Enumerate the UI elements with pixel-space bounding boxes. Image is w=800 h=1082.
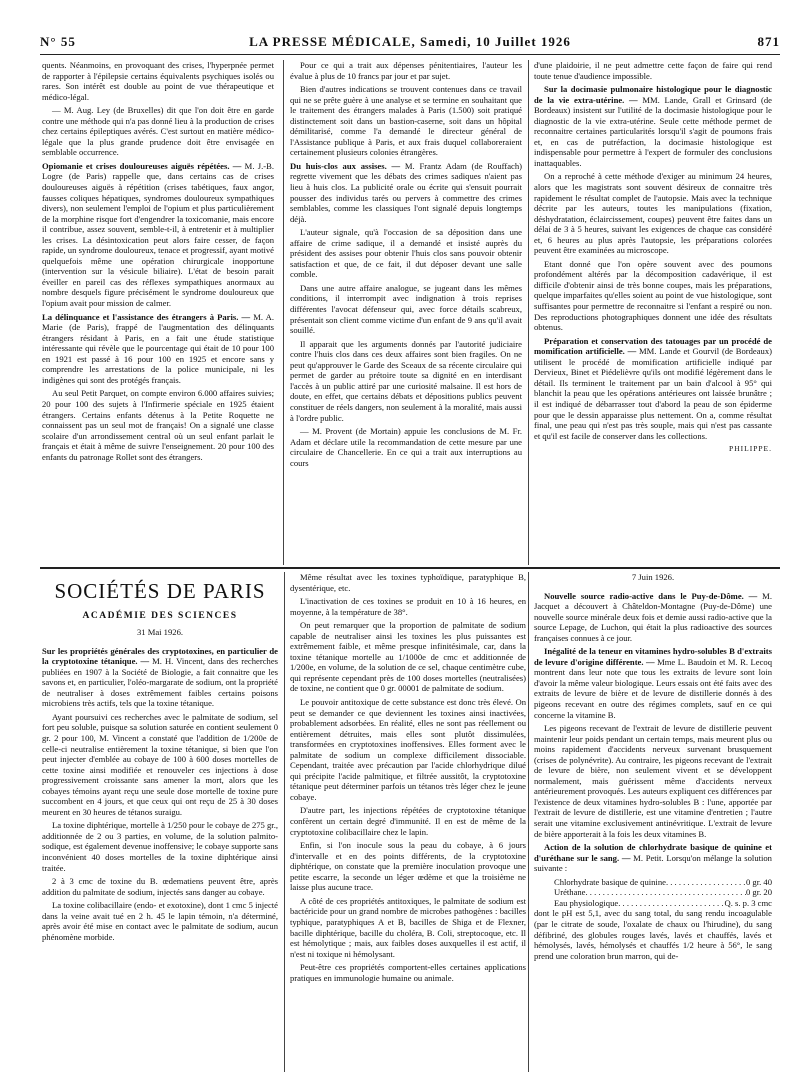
ingredient: Eau physiologique bbox=[554, 897, 619, 908]
leader-dots bbox=[618, 898, 724, 909]
session-date: 7 Juin 1926. bbox=[631, 572, 675, 582]
paragraph: 2 à 3 cmc de toxine du B. œdematiens peuvent être, après addition du palmitate de sodium, injectés sans danger au cobaye. bbox=[42, 876, 278, 897]
paragraph: A côté de ces propriétés antitoxiques, le palmitate de sodium est bactéricide pour un grand nombre de microbes pathogènes : bacilles typhique, paratyphiques A et B, bacilles de Shiga et de Flexner, bacille diphtérique, bacille du choléra, B. Coli, streptocoque, etc. Il est hémolytique ; mais, aux faibles doses auxquelles il est actif, il n'est ni toxique ni hémolysant. bbox=[290, 895, 526, 959]
formula-row bbox=[554, 877, 772, 888]
paragraph: Dans une autre affaire analogue, se jugeant dans les mêmes conditions, il interrompit avec indignation à trois reprises différentes l'avocat défenseur qui, avec force détails scabreux, présentait son client comme victime d'un enfant de 9 ans qu'il avait souillé. bbox=[290, 282, 522, 336]
paragraph: Action de la solution de chlorhydrate basique de quinine et d'uréthane sur le sang. — M. Petit. Lorsqu'on mélange la solution suivante : bbox=[534, 842, 772, 874]
paragraph: Sur les propriétés générales des cryptotoxines, en particulier de la cryptotoxine tétanique. — M. H. Vincent, dans des recherches publiées en 1907 à la Société de Biologie, a fait connaitre que les savons et, en particulier, l'oléo-margarate de sodium, ont la propriété de neutraliser à doses extrêmement faibles certains poisons microbiens très actifs, tels que la toxine tétanique. bbox=[42, 645, 278, 709]
column-divider bbox=[284, 572, 285, 1072]
paragraph: On a reproché à cette méthode d'exiger au minimum 24 heures, alors que les magistrats sont souvent désireux de connaitre très rapidement le résultat complet de l'autopsie. Mais avec la technique décrite par les auteurs, toutes les manipulations (fixation, déshydratation, éclaircissement, coupes) peuvent être faites dans un délai de 3 à 5 heures, suivant les exigences de chaque cas considéré et, 6 heures au plus après l'autopsie, les préparations colorées peuvent être examinées au microscope. bbox=[534, 171, 772, 256]
paragraph: Enfin, si l'on inocule sous la peau du cobaye, à 6 jours d'intervalle et en des points différents, de la cryptotoxine diphtérique, on constate que la première inoculation provoque une petite escarre, la seconde un léger œdème et que la troisième ne laisse plus aucune trace. bbox=[290, 840, 526, 893]
paragraph: D'autre part, les injections répétées de cryptotoxine tétanique confèrent un certain degré d'immunité. Il en est de même de la cryptotoxine colibacillaire chez le lapin. bbox=[290, 805, 526, 837]
leader-dots bbox=[666, 877, 746, 888]
leader-dots bbox=[586, 887, 746, 898]
top-column-3 bbox=[534, 60, 772, 565]
paragraph: La toxine colibacillaire (endo- et exotoxine), dont 1 cmc 5 injecté dans la veine avait tué en 2 h. 45 le lapin témoin, n'a déterminé, après avoir été mise en contact avec le palmitate de sodium, aucun phénomène morbide. bbox=[42, 900, 278, 942]
paragraph: Nouvelle source radio-active dans le Puy-de-Dôme. — M. Jacquet a découvert à Châteldon-Montagne (Puy-de-Dôme) une nouvelle source minérale deux fois et demie aussi radio-active que la source Lepage, de Luchon, qui était la plus radioactive des sources françaises connues à ce jour. bbox=[534, 590, 772, 643]
ingredient: Uréthane bbox=[554, 887, 586, 898]
paragraph: Il apparait que les arguments donnés par l'autorité judiciaire contre l'huis clos dans ces deux affaires sont bien fragiles. On ne peut qu'approuver le Garde des Sceaux de sa récente circulaire qui permet de garder au prétoire toute sa dignité en en interdisant l'accès à un public attiré par une curiosité malsaine. Il est hors de doute, en effet, que certains débats et dépositions publics peuvent constituer de réels dangers, non seulement à la moralité, mais aussi à l'ordre public. bbox=[290, 338, 522, 423]
amount: 0 gr. 40 bbox=[745, 876, 772, 887]
paragraph: Au seul Petit Parquet, on compte environ 6.000 affaires suivies; 20 pour 100 des sujets à l'Infirmerie spéciale en 1925 étaient étrangers. Certains enfants détenus à la Petite Roquette ne connaissent pas un seul mot de français! On a signalé une classe scolaire d'un arrondissement central où un seul enfant parlait le français et était à même de suivre l'enseignement. 20 pour 100 des enfants du patronage Rollet sont des étrangers. bbox=[42, 388, 274, 462]
paragraph: Le pouvoir antitoxique de cette substance est donc très élevé. On peut se demander ce que deviennent les toxines ainsi inactivées, probablement adsorbées. En réalité, elles ne sont pas réellement ou entièrement détruites, mais elles sont plutôt dissimulées, transformées en cryptotoxines inoffensives. Elles forment avec le palmitate de sodium un complexe difficilement dissociable. Cependant, traitée avec précaution par l'acide chlorhydrique dilué qui précipite l'acide palmitique, et filtrée aussitôt, la cryptotoxine tétanique peut déterminer parfois un tétanos très léger chez le jeune cobaye. bbox=[290, 697, 526, 802]
formula-row bbox=[554, 898, 772, 909]
formula bbox=[534, 877, 772, 909]
column-divider bbox=[283, 60, 284, 565]
paragraph: Bien d'autres indications se trouvent contenues dans ce travail qui ne se prête guère à une analyse et se termine en souhaitant que le traitement des étrangers malades à Paris (1.500) soit pratiqué distinctement soit dans un bastion-caserne, soit dans un hôpital démilitarisé, comme l'a demandé le directeur général de l'Assistance publique à Paris, et aux frais duquel collaboreraient certainement plusieurs colonies étrangères. bbox=[290, 84, 522, 158]
column-divider bbox=[528, 60, 529, 565]
header-rule bbox=[40, 54, 780, 55]
paragraph: Pour ce qui a trait aux dépenses pénitentiaires, l'auteur les évalue à plus de 10 francs par jour et par sujet. bbox=[290, 60, 522, 81]
paragraph: Etant donné que l'on opère souvent avec des poumons profondément altérés par la décomposition cadavérique, il est difficile d'obtenir ainsi de très bonne coupes, mais les préparations, quelque imparfaites qu'elles soient au point de vue histologique, sont suffisantes pour permettre de reconnaitre si l'enfant a respiré ou non. Des reproductions photographiques donnent une idée des résultats obtenus. bbox=[534, 258, 772, 333]
bottom-column-3 bbox=[534, 572, 772, 1072]
paragraph: Sur la docimasie pulmonaire histologique pour le diagnostic de la vie extra-utérine. — MM. Lande, Grall et Grinsard (de Bordeaux) insistent sur l'utilité de la docimasie histologique pour le diagnostic de la vie extra-utérine. Seule cette méthode permet de reconnaitre certaines particularités lorsqu'il s'agit de poumons frais et, en cas de putréfaction, la docimasie histologique est indispensable pour permettre à l'expert de formuler des conclusions inattaquables. bbox=[534, 84, 772, 168]
section-title: SOCIÉTÉS DE PARIS bbox=[54, 579, 266, 603]
paragraph: Du huis-clos aux assises. — M. Frantz Adam (de Rouffach) regrette vivement que les débats des crimes sadiques n'aient pas lieu à huis clos. La publicité orale ou écrite qui s'ensuit pourrait pousser des individus tarés ou pervers à commettre des crimes semblables, comme les classiques l'ont signalé depuis longtemps déjà. bbox=[290, 160, 522, 224]
running-header bbox=[40, 34, 780, 52]
paragraph: La toxine diphtérique, mortelle à 1/250 pour le cobaye de 275 gr., additionnée de 2 ou 3 parties, en volume, de la solution palmito-sodique, est également devenue inoffensive; le cobaye supporte sans inconvénient 40 doses mortelles de la toxine diphtérique ainsi traitée. bbox=[42, 820, 278, 873]
issue-number: N° 55 bbox=[40, 34, 76, 49]
section-rule bbox=[40, 567, 780, 569]
signature: PHILIPPE. bbox=[729, 444, 772, 454]
amount: Q. s. p. 3 cmc bbox=[724, 897, 772, 908]
paragraph: Ayant poursuivi ces recherches avec le palmitate de sodium, sel fort peu soluble, puisque sa solution saturée en contient seulement 0 gr. 2 pour 100, M. Vincent a constaté que l'addition de 1/200e de celle-ci neutralise entièrement la toxine tétanique, si bien que l'on peut injecter d'emblée au cobaye de 100 à 600 doses mortelles de cette toxine ainsi modifiée et renouveler ces injections à dose progressivement croissante sans amener la mort, alors que les cobayes témoins ayant reçu une seule dose mortelle de toxine pure succombent en 4 jours, et que ceux qui ont reçu de 25 à 30 doses meurent en 30 heures de tétanos suraigu. bbox=[42, 711, 278, 817]
bottom-column-2 bbox=[290, 572, 526, 1072]
bottom-column-1 bbox=[42, 572, 278, 1072]
paragraph: d'une plaidoirie, il ne peut admettre cette façon de faire qui rend toute tenue d'audience impossible. bbox=[534, 60, 772, 81]
paragraph: Inégalité de la teneur en vitamines hydro-solubles B d'extraits de levure d'origine différente. — Mme L. Baudoin et M. R. Lecoq montrent dans leur note que tous les extraits de levure sont loin d'avoir la même valeur biologique. Leurs essais ont été faits avec des extraits de levure de bière et de levure de distillerie donnés à des pigeons recevant en outre des régimes complets, sauf en ce qui concerne la vitamine B. bbox=[534, 646, 772, 720]
academy-heading: ACADÉMIE DES SCIENCES bbox=[82, 610, 238, 621]
paragraph: L'inactivation de ces toxines se produit en 10 à 16 heures, en moyenne, à la température de 38°. bbox=[290, 596, 526, 617]
paragraph: quents. Néanmoins, en provoquant des crises, l'hyperpnée permet de rapporter à l'épilepsie certains équivalents psychiques isolés ou rares. Son intérêt est double au point de vue thérapeutique et médico-légal. bbox=[42, 60, 274, 102]
paragraph: On peut remarquer que la proportion de palmitate de sodium capable de neutraliser ainsi les toxines les plus puissantes est extrêmement faible, et même presque infinitésimale, car, dans la toxine tétanique mortelle au 1/1000e de cmc et additionnée de 1/200e, en volume, de la solution de ce sel, chaque centimètre cube, qui représente cependant près de 100 doses mortelles (neutralisées) de toxine, ne contient que 0 gr. 00001 de palmitate de sodium. bbox=[290, 620, 526, 694]
paragraph: — M. Aug. Ley (de Bruxelles) dit que l'on doit être en garde contre une méthode qui n'a pas donné lieu à la production de crises chez certains épileptiques avérés. C'est surtout en matière médico-légale que la plus grande prudence doit être envisagée en semblable occurrence. bbox=[42, 105, 274, 158]
paragraph: La délinquance et l'assistance des étrangers à Paris. — M. A. Marie (de Paris), frappé de l'augmentation des délinquants étrangers résidant à Paris, en a fait une étude statistique intéressante qui révèle que le pourcentage qui était de 10 pour 100 en 1921 est passé à 16 pour 100 en 1925 et encore sans y comprendre les arrestations de la police municipale, ni les indigènes qui sont des protégés français. bbox=[42, 311, 274, 385]
paragraph: Les pigeons recevant de l'extrait de levure de distillerie peuvent maintenir leur poids pendant un certain temps, mais meurent plus ou moins rapidement d'accidents nerveux survenant brusquement (crises de polynévrite). Au contraire, les pigeons recevant de l'extrait de levure de bière, non seulement vivent et se développent normalement, mais guérissent même d'accidents nerveux antérieurement provoqués. Les auteurs expliquent ces différences par l'existence de deux vitamines hydro-solubles B : l'une, apportée par l'extrait de levure de distillerie, est une vitamine d'entretien ; l'autre serait une vitamine exclusivement antinévritique. L'extrait de levure de bière apporterait à la fois les deux vitamines B. bbox=[534, 723, 772, 839]
top-column-2 bbox=[290, 60, 522, 565]
paragraph: dont le pH est 5,1, avec du sang total, du sang rendu incoagulable (par le citrate de soude, l'oxalate de chaux ou l'hirudine), du sang défibriné, des globules rouges lavés, lavés et chauffés, lavés et hémolysés, lavés, hémolysés et chauffés 1/2 heure à 56°, le sang prend une coloration brun marron, qui de- bbox=[534, 908, 772, 961]
amount: 0 gr. 20 bbox=[745, 887, 772, 898]
paragraph: Même résultat avec les toxines typhoïdique, paratyphique B, dysentérique, etc. bbox=[290, 572, 526, 593]
session-date: 31 Mai 1926. bbox=[136, 627, 184, 638]
top-column-1 bbox=[42, 60, 274, 565]
ingredient: Chlorhydrate basique de quinine bbox=[554, 876, 666, 887]
paragraph: — M. Provent (de Mortain) appuie les conclusions de M. Fr. Adam et déclare utile la recommandation de cette mesure par une circulaire de Chancellerie. En ce qui a trait aux interruptions au cours bbox=[290, 426, 522, 468]
column-divider bbox=[528, 572, 529, 1072]
journal-title: LA PRESSE MÉDICALE, Samedi, 10 Juillet 1926 bbox=[249, 34, 571, 49]
formula-row bbox=[554, 887, 772, 898]
paragraph: Peut-être ces propriétés comportent-elles certaines applications pratiques en immunologie humaine ou animale. bbox=[290, 962, 526, 983]
paragraph: L'auteur signale, qu'à l'occasion de sa déposition dans une affaire de crime sadique, il a demandé et insisté auprès du président des assises pour obtenir l'huis clos sans pouvoir obtenir satisfaction et que, de ce fait, il dut déposer devant une salle comble. bbox=[290, 227, 522, 280]
paragraph: Préparation et conservation des tatouages par un procédé de momification artificielle. — MM. Lande et Gourvil (de Bordeaux) utilisent le procédé de momification artificielle indiqué par Dervieux, Binet et Piédelièvre qu'ils ont modifié légèrement dans le détail. Ils terminent le traitement par un bain d'alcool à 95° qui blanchit la peau que les opérations antérieures ont laissée brunâtre ; il est indiqué de débarrasser tout d'abord la peau de son épiderme pour que le dessin apparaisse plus nettement. On a, comme résultat final, une peau qui n'est pas très souple, mais qui n'est pas cassante et qu'il est facile de conserver dans les collections. bbox=[534, 335, 772, 441]
paragraph: Opiomanie et crises douloureuses aiguës répétées. — M. J.-B. Logre (de Paris) rappelle que, dans certains cas de crises douloureuses aiguës à répétition (crises tabétiques, faux angor, fausses coliques hépatiques, syndromes douloureux sympathiques divers), non seulement l'emploi de l'opium et plus particulièrement de la morphine risque fort d'engendrer la toxicomanie, mais encore il contribue, assez souvent, semble-t-il, à entretenir et à multiplier les crises. La désintoxication peut alors faire cesser, de façon rapide, un syndrome douloureux, tenace et progressif, ayant motivé quelquefois même une opération chirurgicale inopportune (intervention sur la vésicule biliaire). L'état de besoin parait éveiller en pareil cas des réflexes sympathiques anormaux au nombre desquels figure précisément le syndrome douloureux que l'opium avait pour mission de calmer. bbox=[42, 160, 274, 309]
page-number: 871 bbox=[757, 34, 780, 49]
